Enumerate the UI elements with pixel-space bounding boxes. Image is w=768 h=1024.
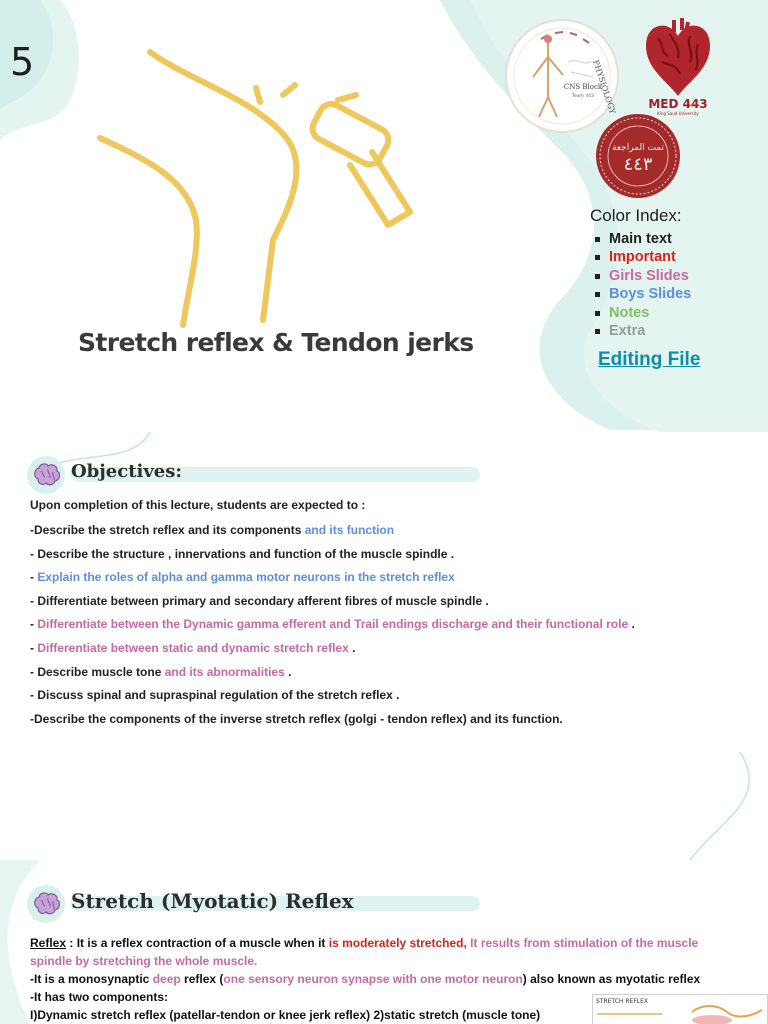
objective-text: - Differentiate between primary and secondary afferent fibres of muscle spindle . (30, 593, 489, 608)
color-index (590, 206, 760, 340)
objective-item (30, 590, 750, 614)
mono-a: -It is a monosynaptic (30, 972, 153, 986)
objective-item (30, 566, 750, 590)
objective-item (30, 543, 750, 567)
med443-text: MED 443 (648, 97, 708, 111)
mono-c: ) also known as myotatic reflex (522, 972, 701, 986)
color-index-item: Extra (593, 322, 760, 340)
objective-item (30, 613, 750, 637)
seal-number: ٤٤٣ (623, 154, 653, 175)
mono-deep: deep (152, 972, 181, 986)
reflex-def-important: is moderately stretched, (328, 936, 467, 950)
objective-item (30, 684, 750, 708)
color-index-item: Main text (593, 230, 760, 248)
objective-text: - Discuss spinal and supraspinal regulation of the stretch reflex . (30, 688, 400, 703)
objective-text: and its abnormalities (164, 664, 285, 679)
components-line: -It has two components: (30, 990, 168, 1004)
objectives-intro: Upon completion of this lecture, students are expected to : (30, 498, 366, 512)
color-index-title: Color Index: (590, 206, 682, 225)
objective-text: - Describe muscle tone (30, 664, 165, 679)
color-index-list (590, 230, 760, 340)
objective-text: Explain the roles of alpha and gamma motor neurons in the stretch reflex (37, 570, 455, 585)
mono-b: reflex ( (180, 972, 224, 986)
objective-text: . (284, 664, 292, 679)
med443-logo (640, 14, 716, 118)
objective-item (30, 661, 750, 685)
objective-text: - (30, 640, 38, 655)
objective-text: -Describe the stretch reflex and its components (30, 523, 305, 537)
color-index-item: Girls Slides (593, 267, 760, 285)
objectives-title: Objectives: (71, 461, 183, 482)
objective-item (30, 708, 750, 732)
objective-item (30, 519, 750, 543)
reflex-def-girls: It results from stimulation of the muscle spindle by stretching the whole muscle. (30, 936, 699, 968)
color-index-item: Notes (593, 304, 760, 322)
brain-icon (26, 884, 66, 924)
mono-boys: one sensory neuron synapse with one motor neuron (223, 972, 523, 986)
objectives-header (26, 455, 456, 495)
logo-physio-sub1: CNS Block (563, 83, 603, 91)
objective-text: Differentiate between static and dynamic stretch reflex (37, 640, 349, 655)
objective-text: - Describe the structure , innervations and function of the muscle spindle . (30, 546, 455, 561)
reflex-definition (30, 934, 730, 970)
logo-physio-word: PHYSIOLOGY (591, 58, 618, 116)
stretch-reflex-title: Stretch (Myotatic) Reflex (71, 889, 354, 913)
objective-text: -Describe the components of the inverse stretch reflex (golgi - tendon reflex) and its function. (30, 711, 563, 726)
objective-text: - (30, 570, 38, 585)
seal-sub: تمت المراجعة (611, 143, 665, 153)
objectives-list (30, 519, 750, 731)
reflex-def-a: : It is a reflex contraction of a muscle when it (66, 936, 329, 950)
objective-text: - (30, 617, 38, 632)
reviewed-seal-logo (594, 112, 682, 200)
brain-icon (26, 455, 66, 495)
objective-text: . (348, 640, 356, 655)
figure-label: STRETCH REFLEX (596, 998, 649, 1005)
objective-item (30, 637, 750, 661)
knee-hammer-illustration (88, 40, 448, 330)
stretch-reflex-figure (592, 994, 768, 1024)
stretch-reflex-header (26, 884, 456, 924)
med443-sub: King Saud University (657, 111, 699, 116)
components-detail: I)Dynamic stretch reflex (patellar-tendon or knee jerk reflex) 2)static stretch (muscle tone) (30, 1008, 541, 1022)
objective-text: Differentiate between the Dynamic gamma efferent and Trail endings discharge and their functional role (37, 617, 629, 632)
logo-physio-sub2: Team 443 (572, 94, 594, 99)
monosynaptic-line (30, 970, 730, 988)
objective-text: and its function (304, 523, 395, 537)
objective-text: . (628, 617, 635, 632)
color-index-item: Important (593, 248, 760, 266)
color-index-item: Boys Slides (593, 285, 760, 303)
lecture-number: 5 (10, 40, 35, 84)
reflex-term: Reflex (30, 936, 67, 950)
lecture-title: Stretch reflex & Tendon jerks (78, 328, 474, 357)
editing-file-link[interactable]: Editing File (598, 349, 701, 370)
